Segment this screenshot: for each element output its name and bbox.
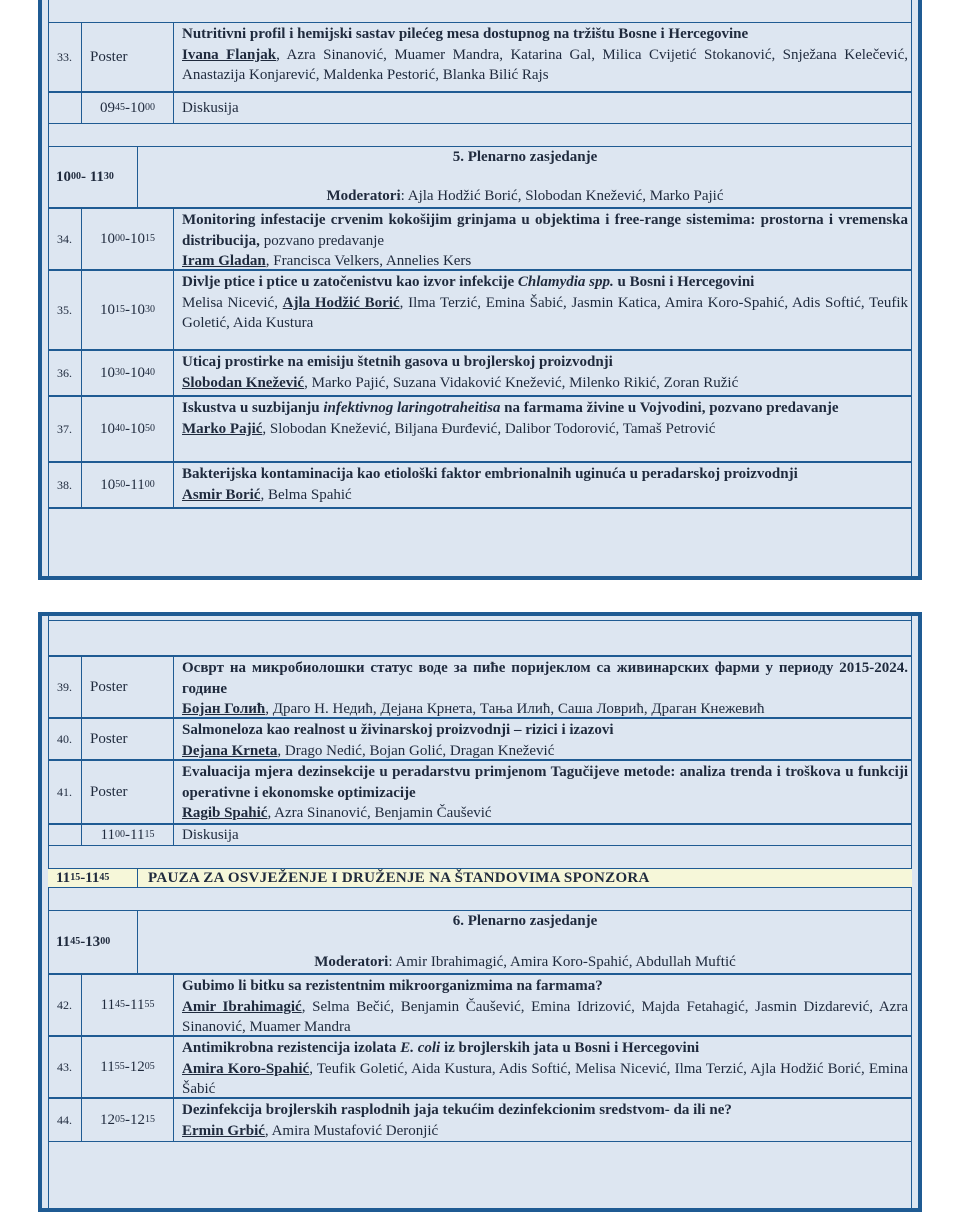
talk-title: Uticaj prostirke na emisiju štetnih gasova u brojlerskoj proizvodnji	[182, 354, 613, 370]
title-text: na farmama živine u Vojvodini, pozvano predavanje	[500, 400, 839, 416]
row-time: 10 00 -10 15	[82, 209, 174, 269]
talk-title	[182, 398, 908, 419]
time-hour: -13	[80, 933, 101, 950]
talk-authors	[182, 45, 908, 86]
time-hour: 10	[100, 476, 116, 493]
program-row-38	[48, 462, 912, 508]
time-hour: -10	[125, 230, 145, 247]
row-number-empty	[48, 93, 82, 123]
talk-authors	[182, 419, 908, 440]
talk-title: Dezinfekcija brojlerskih rasplodnih jaja tekućim dezinfekcionim sredstvom- da ili ne?	[182, 1102, 732, 1118]
coauthors: , Драго Н. Недић, Дејана Крнета, Тања Илић, Саша Ловрић, Драган Кнежевић	[265, 701, 765, 717]
row-time: Poster	[82, 657, 174, 717]
talk-title: Evaluacija mjera dezinsekcije u peradarstvu primjenom Tagučijeve metode: analiza trenda i troškova u funkciji operativne i ekonomske optimizacije	[182, 764, 908, 801]
time-hour: 10	[100, 420, 115, 437]
program-row-44	[48, 1098, 912, 1142]
session-time: 10 00 - 11 30	[48, 147, 138, 207]
talk-authors	[182, 997, 908, 1038]
row-content	[174, 93, 912, 123]
program-page-1	[38, 0, 922, 580]
row-content	[174, 463, 912, 507]
row-content	[174, 397, 912, 461]
title-text: u Bosni i Hercegovini	[613, 274, 755, 290]
time-hour: - 11	[81, 168, 104, 185]
program-row-discussion	[48, 92, 912, 124]
moderators-names: : Ajla Hodžić Borić, Slobodan Knežević, Marko Pajić	[400, 188, 724, 204]
break-time: 11 15 -11 45	[48, 869, 138, 887]
row-content	[174, 351, 912, 395]
time-hour: -10	[125, 364, 145, 381]
presenter-name: Marko Pajić	[182, 420, 263, 437]
time-hour: -12	[124, 1058, 145, 1075]
row-time: Poster	[82, 23, 174, 91]
title-italic: infektivnog laringotraheitisa	[323, 400, 501, 416]
session-time: 11 45 -13 00	[48, 911, 138, 973]
time-hour: 10	[100, 301, 115, 318]
empty-row	[48, 508, 912, 568]
row-content	[174, 719, 912, 759]
empty-row	[48, 620, 912, 656]
program-row-39	[48, 656, 912, 718]
row-time: 11 45 -11 55	[82, 975, 174, 1035]
row-time: 11 55 -12 05	[82, 1037, 174, 1097]
row-time: 10 50 -11 00	[82, 463, 174, 507]
title-text: Iskustva u suzbijanju	[182, 400, 324, 416]
program-row-41	[48, 760, 912, 824]
presenter-name: Ragib Spahić	[182, 805, 268, 821]
row-time: Poster	[82, 761, 174, 823]
row-content	[174, 209, 912, 269]
presenter-name: Ajla Hodžić Borić	[282, 294, 400, 311]
program-page-2	[38, 612, 922, 1212]
talk-title	[182, 1038, 908, 1059]
talk-authors	[182, 251, 908, 272]
session-body	[138, 147, 912, 207]
time-hour: 09	[100, 99, 115, 116]
talk-title: Gubimo li bitku sa rezistentnim mikroorganizmima na farmama?	[182, 978, 603, 994]
talk-authors	[182, 293, 908, 334]
session-moderators	[138, 954, 912, 971]
coauthors: , Selma Bečić, Benjamin Čaušević, Emina Idrizović, Majda Fetahagić, Jasmin Dizdarević, Azra Sinanović, Muamer Mandra	[182, 998, 908, 1035]
row-number: 44.	[48, 1099, 82, 1141]
time-hour: 10	[100, 230, 115, 247]
program-row-36	[48, 350, 912, 396]
talk-title: Осврт на микробиолошки статус воде за пиће поријеклом са живинарских фарми у периоду 2015-2024. године	[182, 660, 908, 697]
program-row-37	[48, 396, 912, 462]
row-number: 41.	[48, 761, 82, 823]
row-content	[174, 657, 912, 717]
presenter-name: Asmir Borić	[182, 486, 261, 503]
presenter-name: Ivana Flanjak	[182, 46, 277, 63]
session-title: 5. Plenarno zasjedanje	[452, 149, 598, 165]
row-number: 42.	[48, 975, 82, 1035]
session-6-header	[48, 910, 912, 974]
time-hour: 10	[56, 168, 71, 185]
time-hour: -11	[125, 476, 145, 493]
row-number: 43.	[48, 1037, 82, 1097]
row-number: 38.	[48, 463, 82, 507]
time-hour: 11	[56, 933, 71, 950]
title-text: Antimikrobna rezistencija izolata	[182, 1040, 401, 1056]
program-row-33	[48, 22, 912, 92]
program-row-43	[48, 1036, 912, 1098]
coauthors: , Slobodan Knežević, Biljana Đurđević, Dalibor Todorović, Tamaš Petrović	[262, 420, 716, 437]
time-hour: 11	[56, 869, 71, 886]
row-content	[174, 23, 912, 91]
title-text: Divlje ptice i ptice u zatočenistvu kao izvor infekcije	[182, 274, 518, 290]
program-row-discussion	[48, 824, 912, 846]
talk-authors	[182, 485, 908, 506]
row-time: Poster	[82, 719, 174, 759]
talk-authors	[182, 803, 908, 824]
row-number: 33.	[48, 23, 82, 91]
title-note: pozvano predavanje	[259, 232, 385, 249]
row-number: 39.	[48, 657, 82, 717]
row-time: 09 45 -10 00	[82, 93, 174, 123]
presenter-name: Dejana Krneta	[182, 742, 278, 759]
time-hour: 10	[100, 364, 115, 381]
row-content	[174, 761, 912, 823]
time-hour: -12	[125, 1111, 145, 1128]
moderators-label: Moderatori	[314, 954, 389, 970]
time-hour: -11	[125, 996, 145, 1013]
time-hour: -10	[125, 420, 145, 437]
program-row-34	[48, 208, 912, 270]
row-number-empty	[48, 825, 82, 845]
coauthors: , Belma Spahić	[260, 486, 352, 503]
break-row	[48, 868, 912, 888]
program-row-35	[48, 270, 912, 350]
time-hour: -10	[125, 301, 145, 318]
session-moderators	[138, 188, 912, 205]
time-hour: 11	[100, 1058, 115, 1075]
talk-title	[182, 272, 908, 293]
discussion-label: Diskusija	[182, 827, 239, 844]
talk-title: Salmoneloza kao realnost u živinarskoj proizvodnji – rizici i izazovi	[182, 722, 614, 738]
row-time: 10 40 -10 50	[82, 397, 174, 461]
row-time: 11 00 -11 15	[82, 825, 174, 845]
title-text: iz brojlerskih jata u Bosni i Hercegovini	[440, 1040, 700, 1056]
row-content	[174, 1037, 912, 1097]
presenter-name: Ermin Grbić	[182, 1122, 265, 1139]
coauthors: , Azra Sinanović, Muamer Mandra, Katarina Gal, Milica Cvijetić Stokanović, Snježana Kelečević, Anastazija Konjarević, Maldenka Pestorić, Blanka Bilić Rajs	[182, 46, 908, 83]
coauthors: , Ilma Terzić, Emina Šabić, Jasmin Katica, Amira Koro-Spahić, Adis Softić, Teufik Goletić, Aida Kustura	[182, 294, 908, 331]
coauthors: , Azra Sinanović, Benjamin Čaušević	[267, 805, 492, 821]
row-content	[174, 271, 912, 349]
coauthors: , Marko Pajić, Suzana Vidaković Knežević, Milenko Rikić, Zoran Ružić	[304, 374, 739, 391]
talk-authors	[182, 741, 908, 762]
program-row-42	[48, 974, 912, 1036]
presenter-name: Amir Ibrahimagić	[182, 998, 302, 1015]
talk-authors	[182, 699, 908, 720]
session-body	[138, 911, 912, 973]
row-number: 35.	[48, 271, 82, 349]
row-number: 34.	[48, 209, 82, 269]
row-number: 37.	[48, 397, 82, 461]
title-italic: E. coli	[400, 1040, 441, 1056]
row-number: 40.	[48, 719, 82, 759]
time-hour: -11	[125, 826, 145, 843]
time-hour: -11	[80, 869, 100, 886]
talk-authors	[182, 373, 908, 394]
row-time: 10 15 -10 30	[82, 271, 174, 349]
row-content	[174, 975, 912, 1035]
presenter-name: Amira Koro-Spahić	[182, 1060, 310, 1077]
coauthors: , Amira Mustafović Deronjić	[264, 1122, 439, 1139]
coauthors: , Teufik Goletić, Aida Kustura, Adis Softić, Melisa Nicević, Ilma Terzić, Ajla Hodžić Borić, Emina Šabić	[182, 1060, 908, 1097]
title-italic: Chlamydia spp.	[517, 274, 614, 290]
coauthors: Melisa Nicević,	[182, 294, 283, 311]
talk-title	[182, 210, 908, 251]
coauthors: , Drago Nedić, Bojan Golić, Dragan Knežević	[277, 742, 555, 759]
talk-authors	[182, 1059, 908, 1100]
row-content	[174, 825, 912, 845]
talk-title: Nutritivni profil i hemijski sastav pilećeg mesa dostupnog na tržištu Bosne i Hercegovine	[182, 26, 749, 42]
time-hour: -10	[125, 99, 145, 116]
session-5-header	[48, 146, 912, 208]
coauthors: , Francisca Velkers, Annelies Kers	[265, 253, 472, 269]
moderators-label: Moderatori	[326, 188, 401, 204]
discussion-label: Diskusija	[182, 100, 239, 117]
row-time: 12 05 -12 15	[82, 1099, 174, 1141]
time-hour: 11	[100, 826, 115, 843]
time-hour: 12	[100, 1111, 115, 1128]
presenter-name: Бојан Голић	[182, 701, 266, 717]
row-content	[174, 1099, 912, 1141]
row-time: 10 30 -10 40	[82, 351, 174, 395]
moderators-names: : Amir Ibrahimagić, Amira Koro-Spahić, Abdullah Muftić	[388, 954, 736, 970]
presenter-name: Slobodan Knežević	[182, 374, 305, 391]
row-number: 36.	[48, 351, 82, 395]
program-row-40	[48, 718, 912, 760]
session-title: 6. Plenarno zasjedanje	[452, 913, 598, 929]
break-label: PAUZA ZA OSVJEŽENJE I DRUŽENJE NA ŠTANDOVIMA SPONZORA	[148, 869, 650, 886]
presenter-name: Iram Gladan	[182, 253, 266, 269]
talk-title: Bakterijska kontaminacija kao etiološki faktor embrionalnih uginuća u peradarskoj proizvodnji	[182, 466, 798, 482]
title-text: Monitoring infestacije crvenim kokošijim grinjama u objektima i free-range sistemima: prostorna i vremenska distribucija,	[182, 212, 908, 249]
time-hour: 11	[100, 996, 115, 1013]
talk-authors	[182, 1121, 908, 1142]
